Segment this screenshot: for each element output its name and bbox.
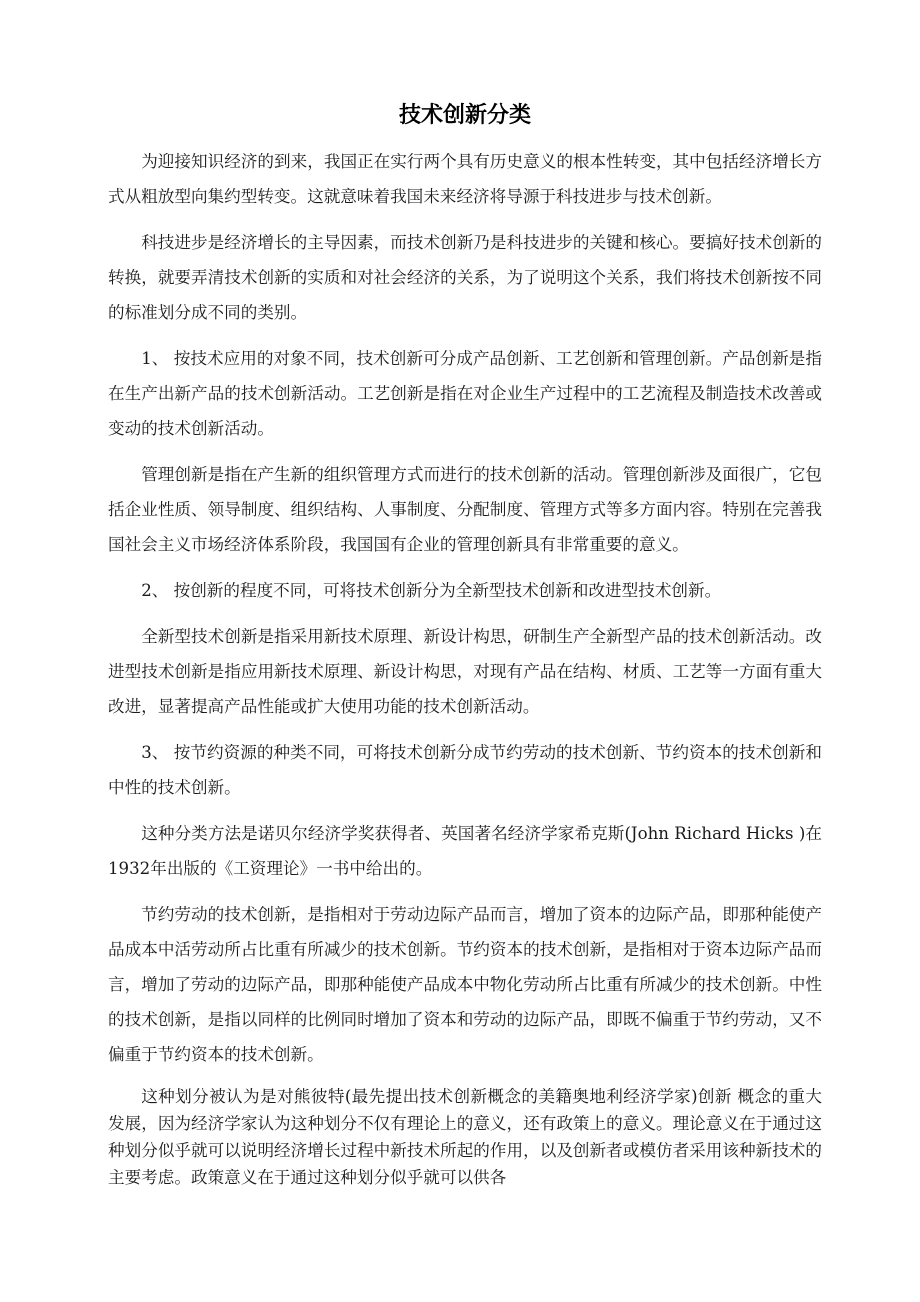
paragraph-intro: 为迎接知识经济的到来，我国正在实行两个具有历史意义的根本性转变，其中包括经济增长方式从粗放型向集约型转变。这就意味着我国未来经济将导源于科技进步与技术创新。 <box>108 152 822 206</box>
paragraph-category-1: 1、 按技术应用的对象不同，技术创新可分成产品创新、工艺创新和管理创新。产品创新是指在生产出新产品的技术创新活动。工艺创新是指在对企业生产过程中的工艺流程及制造技术改善或变动的技术创新活动。 <box>108 349 822 438</box>
document-title: 技术创新分类 <box>398 103 531 128</box>
paragraph-category-3: 3、 按节约资源的种类不同，可将技术创新分成节约劳动的技术创新、节约资本的技术创新和中性的技术创新。 <box>108 743 822 797</box>
paragraph-category-2: 2、 按创新的程度不同，可将技术创新分为全新型技术创新和改进型技术创新。 <box>141 581 722 600</box>
paragraph-tech-progress: 科技进步是经济增长的主导因素，而技术创新乃是科技进步的关键和核心。要搞好技术创新的转换，就要弄清技术创新的实质和对社会经济的关系，为了说明这个关系，我们将技术创新按不同的标准划分成不同的类别。 <box>108 233 822 322</box>
paragraph-new-vs-improved: 全新型技术创新是指采用新技术原理、新设计构思，研制生产全新型产品的技术创新活动。改进型技术创新是指应用新技术原理、新设计构思，对现有产品在结构、材质、工艺等一方面有重大改进，显著提高产品性能或扩大使用功能的技术创新活动。 <box>108 627 822 716</box>
paragraph-labor-capital-saving: 节约劳动的技术创新，是指相对于劳动边际产品而言，增加了资本的边际产品，即那种能使产品成本中活劳动所占比重有所减少的技术创新。节约资本的技术创新，是指相对于资本边际产品而言，增加了劳动的边际产品，即那种能使产品成本中物化劳动所占比重有所减少的技术创新。中性的技术创新，是指以同样的比例同时增加了资本和劳动的边际产品，即既不偏重于节约劳动，又不偏重于节约资本的技术创新。 <box>108 905 822 1064</box>
paragraph-schumpeter-significance: 这种划分被认为是对熊彼特(最先提出技术创新概念的美籍奥地利经济学家)创新 概念的重大发展，因为经济学家认为这种划分不仅有理论上的意义，还有政策上的意义。理论意义在于通过这种划分似乎就可以说明经济增长过程中新技术所起的作用，以及创新者或模仿者采用该种新技术的主要考虑。政策意义在于通过这种划分似乎就可以供各 <box>108 1087 822 1187</box>
paragraph-hicks-classification: 这种分类方法是诺贝尔经济学奖获得者、英国著名经济学家希克斯(John Richard Hicks )在1932年出版的《工资理论》一书中给出的。 <box>108 824 822 878</box>
paragraph-management-innovation: 管理创新是指在产生新的组织管理方式而进行的技术创新的活动。管理创新涉及面很广，它包括企业性质、领导制度、组织结构、人事制度、分配制度、管理方式等多方面内容。特别在完善我国社会主义市场经济体系阶段，我国国有企业的管理创新具有非常重要的意义。 <box>108 465 822 554</box>
document-body <box>108 144 822 1202</box>
